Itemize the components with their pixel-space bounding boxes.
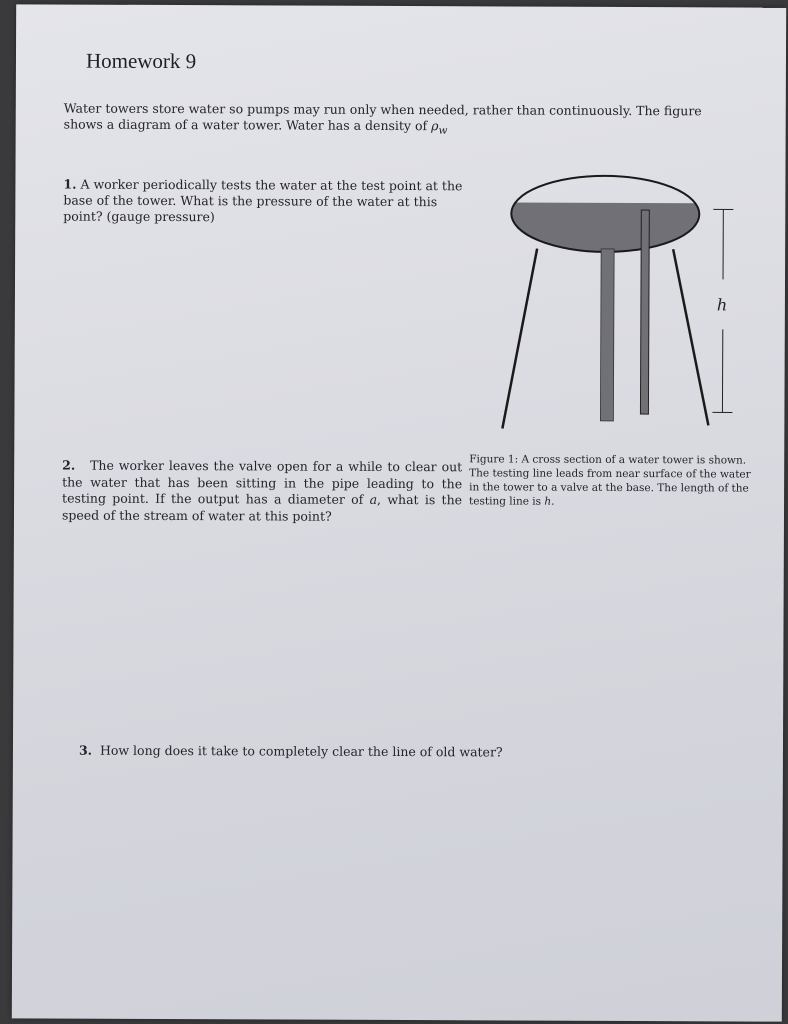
tower-leg-right	[672, 249, 709, 425]
question-1-text: A worker periodically tests the water at the test point at the base of the tower. What is the pressure of the water at this point? (gauge pressure)	[63, 176, 463, 225]
question-2-variable: a	[369, 491, 378, 507]
density-symbol: ρ	[431, 118, 439, 134]
intro-paragraph	[64, 101, 744, 140]
question-2-text-after: , what is the speed of the stream of water at this point?	[61, 491, 463, 524]
question-3-text: How long does it take to completely clear the line of old water?	[99, 742, 503, 760]
question-2-number: 2.	[62, 457, 76, 473]
figure-caption	[469, 452, 754, 509]
question-1-number: 1.	[63, 176, 77, 192]
caption-end: .	[551, 495, 555, 508]
tower-leg-left	[502, 248, 537, 428]
height-label: h	[716, 295, 728, 315]
central-pipe	[600, 249, 614, 421]
caption-variable: h	[544, 495, 552, 508]
caption-text: A cross section of a water tower is shown. The testing line leads from near surface of the water in the tower to a valve at the base. The length of the testing line is	[469, 453, 751, 508]
question-1	[63, 177, 463, 227]
homework-sheet	[12, 4, 786, 1021]
page-title: Homework 9	[85, 48, 197, 74]
water-tower-figure	[484, 166, 765, 442]
question-2-text-before: The worker leaves the valve open for a while to clear out the water that has been sitting in the pipe leading to the testing point. If the output has a diameter of	[62, 457, 463, 507]
testing-line	[640, 210, 649, 414]
question-3-number: 3.	[78, 742, 93, 758]
question-2	[62, 458, 462, 526]
density-subscript: w	[438, 124, 448, 137]
question-3	[79, 743, 679, 761]
intro-text: Water towers store water so pumps may run only when needed, rather than continuously. The figure shows a diagram of a water tower. Water has a density of	[63, 100, 702, 134]
caption-label: Figure 1:	[469, 453, 519, 466]
